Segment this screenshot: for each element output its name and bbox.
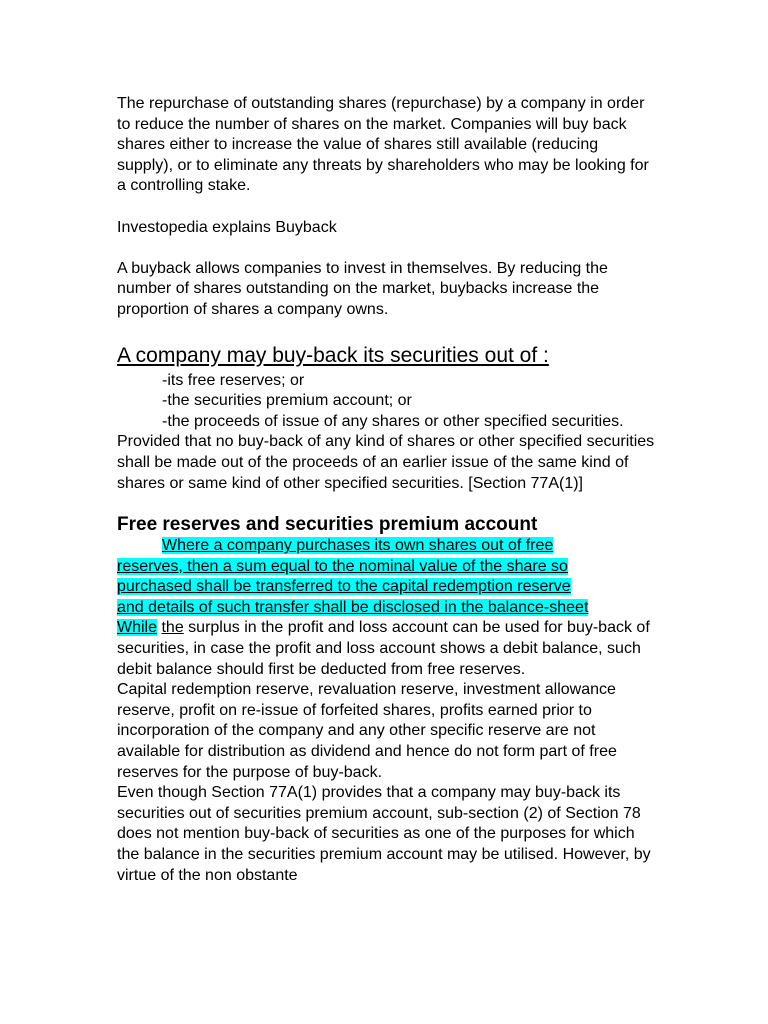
highlighted-text-line: reserves, then a sum equal to the nominal value of the share so: [117, 557, 568, 575]
section-heading-free-reserves: Free reserves and securities premium account: [117, 514, 538, 536]
reserves-paragraph: Capital redemption reserve, revaluation reserve, investment allowance reserve, profit on re-issue of forfeited shares, profits earned prior to incorporation of the company and any other specific reserve are not available for distribution as dividend and hence do not form part of free reserves for the purpose of buy-back.: [117, 681, 617, 781]
proviso-paragraph: Provided that no buy-back of any kind of shares or other specified securities shall be made out of the proceeds of an earlier issue of the same kind of shares or same kind of other specified securities. [Section 77A(1)]: [117, 433, 655, 492]
premium-account-paragraph: Even though Section 77A(1) provides that a company may buy-back its securities out of securities premium account, sub-section (2) of Section 78 does not mention buy-back of securities as one of the purposes for which the balance in the securities premium account may be utilised. However, by virtue of the non obstante: [117, 784, 651, 884]
paragraph-continuation: surplus in the profit and loss account can be used for buy-back of securities, in case the profit and loss account shows a debit balance, such debit balance should first be deducted from free reserves.: [117, 619, 650, 678]
document-page: [117, 94, 657, 886]
intro-paragraph-definition: The repurchase of outstanding shares (repurchase) by a company in order to reduce the number of shares on the market. Companies will buy back shares either to increase the value of shares still available (reducing supply), or to eliminate any threats by shareholders who may be looking for a controlling stake.: [117, 95, 649, 195]
section-heading-buyback-sources: A company may buy-back its securities out of :: [117, 343, 549, 367]
highlighted-text-line: While: [117, 619, 158, 637]
list-item-proceeds-of-issue: -the proceeds of issue of any shares or other specified securities.: [162, 412, 624, 430]
highlighted-paragraph: [117, 536, 657, 680]
highlighted-text-line: and details of such transfer shall be disclosed in the balance-sheet: [117, 598, 589, 616]
underlined-word: the: [161, 619, 184, 637]
highlighted-text-line: purchased shall be transferred to the capital redemption reserve: [117, 578, 571, 596]
list-item-securities-premium: -the securities premium account; or: [162, 392, 412, 410]
list-item-free-reserves: -its free reserves; or: [162, 371, 305, 389]
spacer: [117, 197, 657, 218]
intro-paragraph-source: Investopedia explains Buyback: [117, 218, 337, 236]
intro-paragraph-explanation: A buyback allows companies to invest in themselves. By reducing the number of shares outstanding on the market, buybacks increase the proportion of shares a company owns.: [117, 259, 608, 318]
spacer: [117, 238, 657, 259]
highlighted-text-line: Where a company purchases its own shares out of free: [162, 537, 554, 555]
